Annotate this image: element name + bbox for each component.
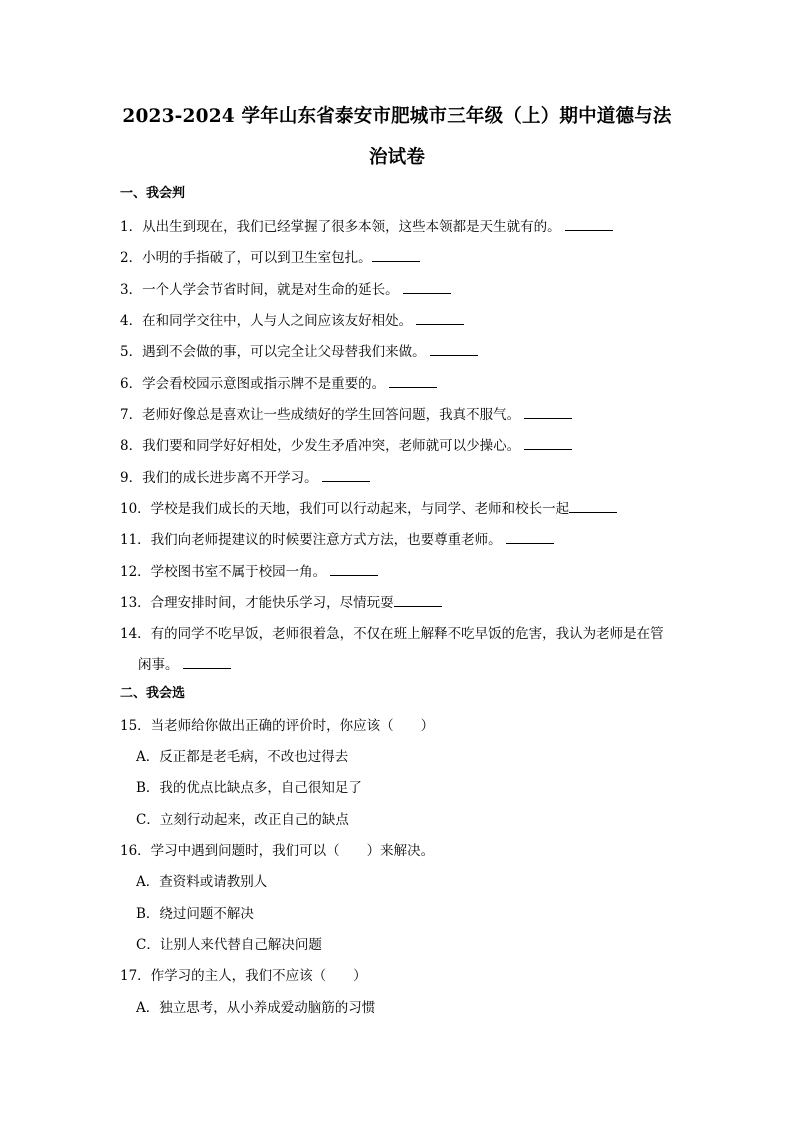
answer-blank[interactable] (506, 530, 554, 544)
question-text: 1．从出生到现在，我们已经掌握了很多本领，这些本领都是天生就有的。 (120, 219, 561, 235)
choice-option-15-a[interactable]: A．反正都是老毛病，不改也过得去 (136, 749, 349, 765)
judge-question-8 (120, 436, 680, 456)
question-text: 13．合理安排时间，才能快乐学习，尽情玩耍 (120, 595, 394, 611)
question-text: 8．我们要和同学好好相处，少发生矛盾冲突，老师就可以少操心。 (120, 438, 521, 454)
answer-blank[interactable] (183, 655, 231, 669)
question-text: 2．小明的手指破了，可以到卫生室包扎。 (120, 250, 372, 266)
judge-question-4 (120, 311, 680, 331)
answer-blank[interactable] (416, 311, 464, 325)
choice-option-15-c[interactable]: C．立刻行动起来，改正自己的缺点 (136, 812, 349, 828)
answer-blank[interactable] (524, 436, 572, 450)
choice-question-15: 15．当老师给你做出正确的评价时，你应该（ ） (120, 718, 435, 734)
section-heading-judge: 一、我会判 (120, 186, 186, 201)
question-text: 9．我们的成长进步离不开学习。 (120, 470, 318, 486)
judge-question-14-continued (138, 655, 698, 675)
choice-question-16: 16．学习中遇到问题时，我们可以（ ）来解决。 (120, 843, 435, 859)
question-text: 闲事。 (138, 657, 179, 673)
choice-option-16-b[interactable]: B．绕过问题不解决 (136, 906, 254, 922)
question-text: 7．老师好像总是喜欢让一些成绩好的学生回答问题，我真不服气。 (120, 407, 521, 423)
judge-question-7 (120, 405, 680, 425)
answer-blank[interactable] (394, 593, 442, 607)
exam-title-line-1: 2023-2024 学年山东省泰安市肥城市三年级（上）期中道德与法 (122, 106, 672, 127)
answer-blank[interactable] (569, 499, 617, 513)
choice-option-17-a[interactable]: A．独立思考，从小养成爱动脑筋的习惯 (136, 1000, 376, 1016)
judge-question-14 (120, 624, 680, 644)
choice-option-15-b[interactable]: B．我的优点比缺点多，自己很知足了 (136, 780, 362, 796)
answer-blank[interactable] (524, 405, 572, 419)
answer-blank[interactable] (372, 248, 420, 262)
judge-question-6 (120, 374, 680, 394)
judge-question-5 (120, 342, 680, 362)
judge-question-11 (120, 530, 680, 550)
judge-question-3 (120, 280, 680, 300)
judge-question-9 (120, 468, 680, 488)
answer-blank[interactable] (389, 374, 437, 388)
answer-blank[interactable] (403, 280, 451, 294)
question-text: 5．遇到不会做的事，可以完全让父母替我们来做。 (120, 344, 426, 360)
answer-blank[interactable] (430, 342, 478, 356)
answer-blank[interactable] (322, 468, 370, 482)
question-text: 10．学校是我们成长的天地，我们可以行动起来，与同学、老师和校长一起 (120, 501, 570, 517)
choice-option-16-a[interactable]: A．查资料或请教别人 (136, 874, 268, 890)
judge-question-10 (120, 499, 680, 519)
choice-option-16-c[interactable]: C．让别人来代替自己解决问题 (136, 937, 322, 953)
question-text: 12．学校图书室不属于校园一角。 (120, 564, 327, 580)
judge-question-12 (120, 562, 680, 582)
question-text: 11．我们向老师提建议的时候要注意方式方法，也要尊重老师。 (120, 532, 502, 548)
judge-question-1 (120, 217, 680, 237)
question-text: 6．学会看校园示意图或指示牌不是重要的。 (120, 376, 386, 392)
judge-question-2 (120, 248, 680, 268)
question-text: 3．一个人学会节省时间，就是对生命的延长。 (120, 282, 399, 298)
question-text: 14．有的同学不吃早饭，老师很着急，不仅在班上解释不吃早饭的危害，我认为老师是在管 (120, 626, 664, 642)
exam-title-line-2: 治试卷 (368, 147, 426, 168)
section-heading-choice: 二、我会选 (120, 686, 186, 701)
question-text: 4．在和同学交往中，人与人之间应该友好相处。 (120, 313, 413, 329)
answer-blank[interactable] (565, 217, 613, 231)
choice-question-17: 17．作学习的主人，我们不应该（ ） (120, 968, 367, 984)
judge-question-13 (120, 593, 680, 613)
answer-blank[interactable] (330, 562, 378, 576)
